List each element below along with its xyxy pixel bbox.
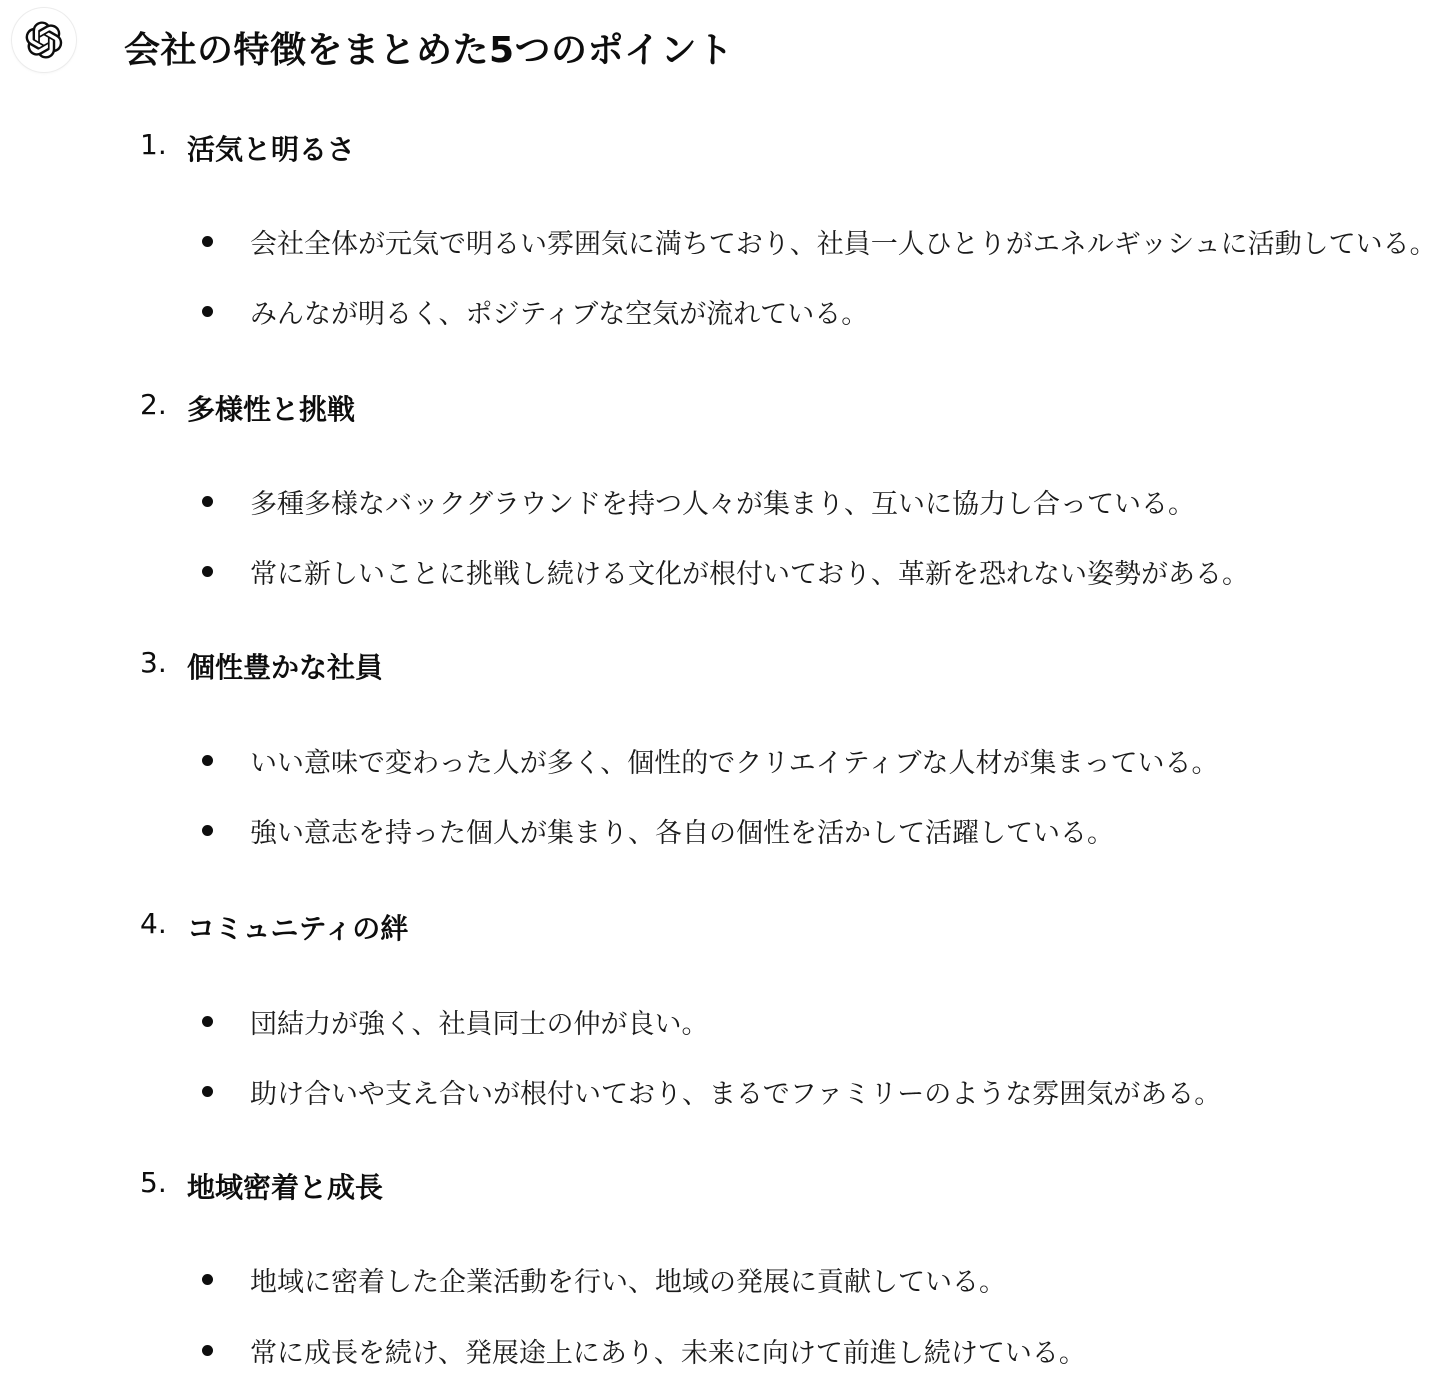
bullet-dot-icon [202,306,213,317]
section-title: コミュニティの絆 [187,912,409,945]
list-item-text: 助け合いや支え合いが根付いており、まるでファミリーのような雰囲気がある。 [250,1079,1222,1110]
list-item [0,1260,1440,1300]
list-item-text: みんなが明るく、ポジティブな空気が流れている。 [250,299,869,330]
list-item [0,741,1440,781]
bullet-dot-icon [202,1016,213,1027]
section-title: 個性豊かな社員 [187,651,384,684]
bullet-dot-icon [202,755,213,766]
list-item [0,1072,1440,1112]
section-title: 地域密着と成長 [187,1171,384,1204]
list-item [0,811,1440,851]
bullet-dot-icon [202,236,213,247]
section-number: 4. [140,907,167,940]
section-number: 1. [140,128,167,161]
list-item [0,552,1440,592]
list-item-text: いい意味で変わった人が多く、個性的でクリエイティブな人材が集まっている。 [250,748,1219,779]
bullet-dot-icon [202,1086,213,1097]
section-title: 活気と明るさ [187,133,356,166]
list-item [0,292,1440,332]
list-item [0,482,1440,522]
list-item-text: 常に成長を続け、発展途上にあり、未来に向けて前進し続けている。 [250,1338,1086,1369]
list-item-text: 強い意志を持った個人が集まり、各自の個性を活かして活躍している。 [250,818,1114,849]
bullet-dot-icon [202,496,213,507]
assistant-avatar [12,8,76,72]
bullet-dot-icon [202,1345,213,1356]
bullet-dot-icon [202,825,213,836]
section-number: 5. [140,1166,167,1199]
section-title: 多様性と挑戦 [187,393,356,426]
list-item [0,1331,1440,1371]
section-number: 3. [140,646,167,679]
bullet-dot-icon [202,566,213,577]
list-item-text: 団結力が強く、社員同士の仲が良い。 [250,1009,709,1040]
bullet-dot-icon [202,1274,213,1285]
page-title: 会社の特徴をまとめた5つのポイント [124,30,734,71]
list-item-text: 地域に密着した企業活動を行い、地域の発展に貢献している。 [250,1267,1006,1298]
openai-logo-icon [25,21,63,59]
list-item [0,222,1440,262]
section-number: 2. [140,388,167,421]
list-item-text: 多種多様なバックグラウンドを持つ人々が集まり、互いに協力し合っている。 [250,489,1195,520]
list-item-text: 常に新しいことに挑戦し続ける文化が根付いており、革新を恐れない姿勢がある。 [250,559,1249,590]
list-item-text: 会社全体が元気で明るい雰囲気に満ちており、社員一人ひとりがエネルギッシュに活動している。 [250,229,1437,260]
list-item [0,1002,1440,1042]
